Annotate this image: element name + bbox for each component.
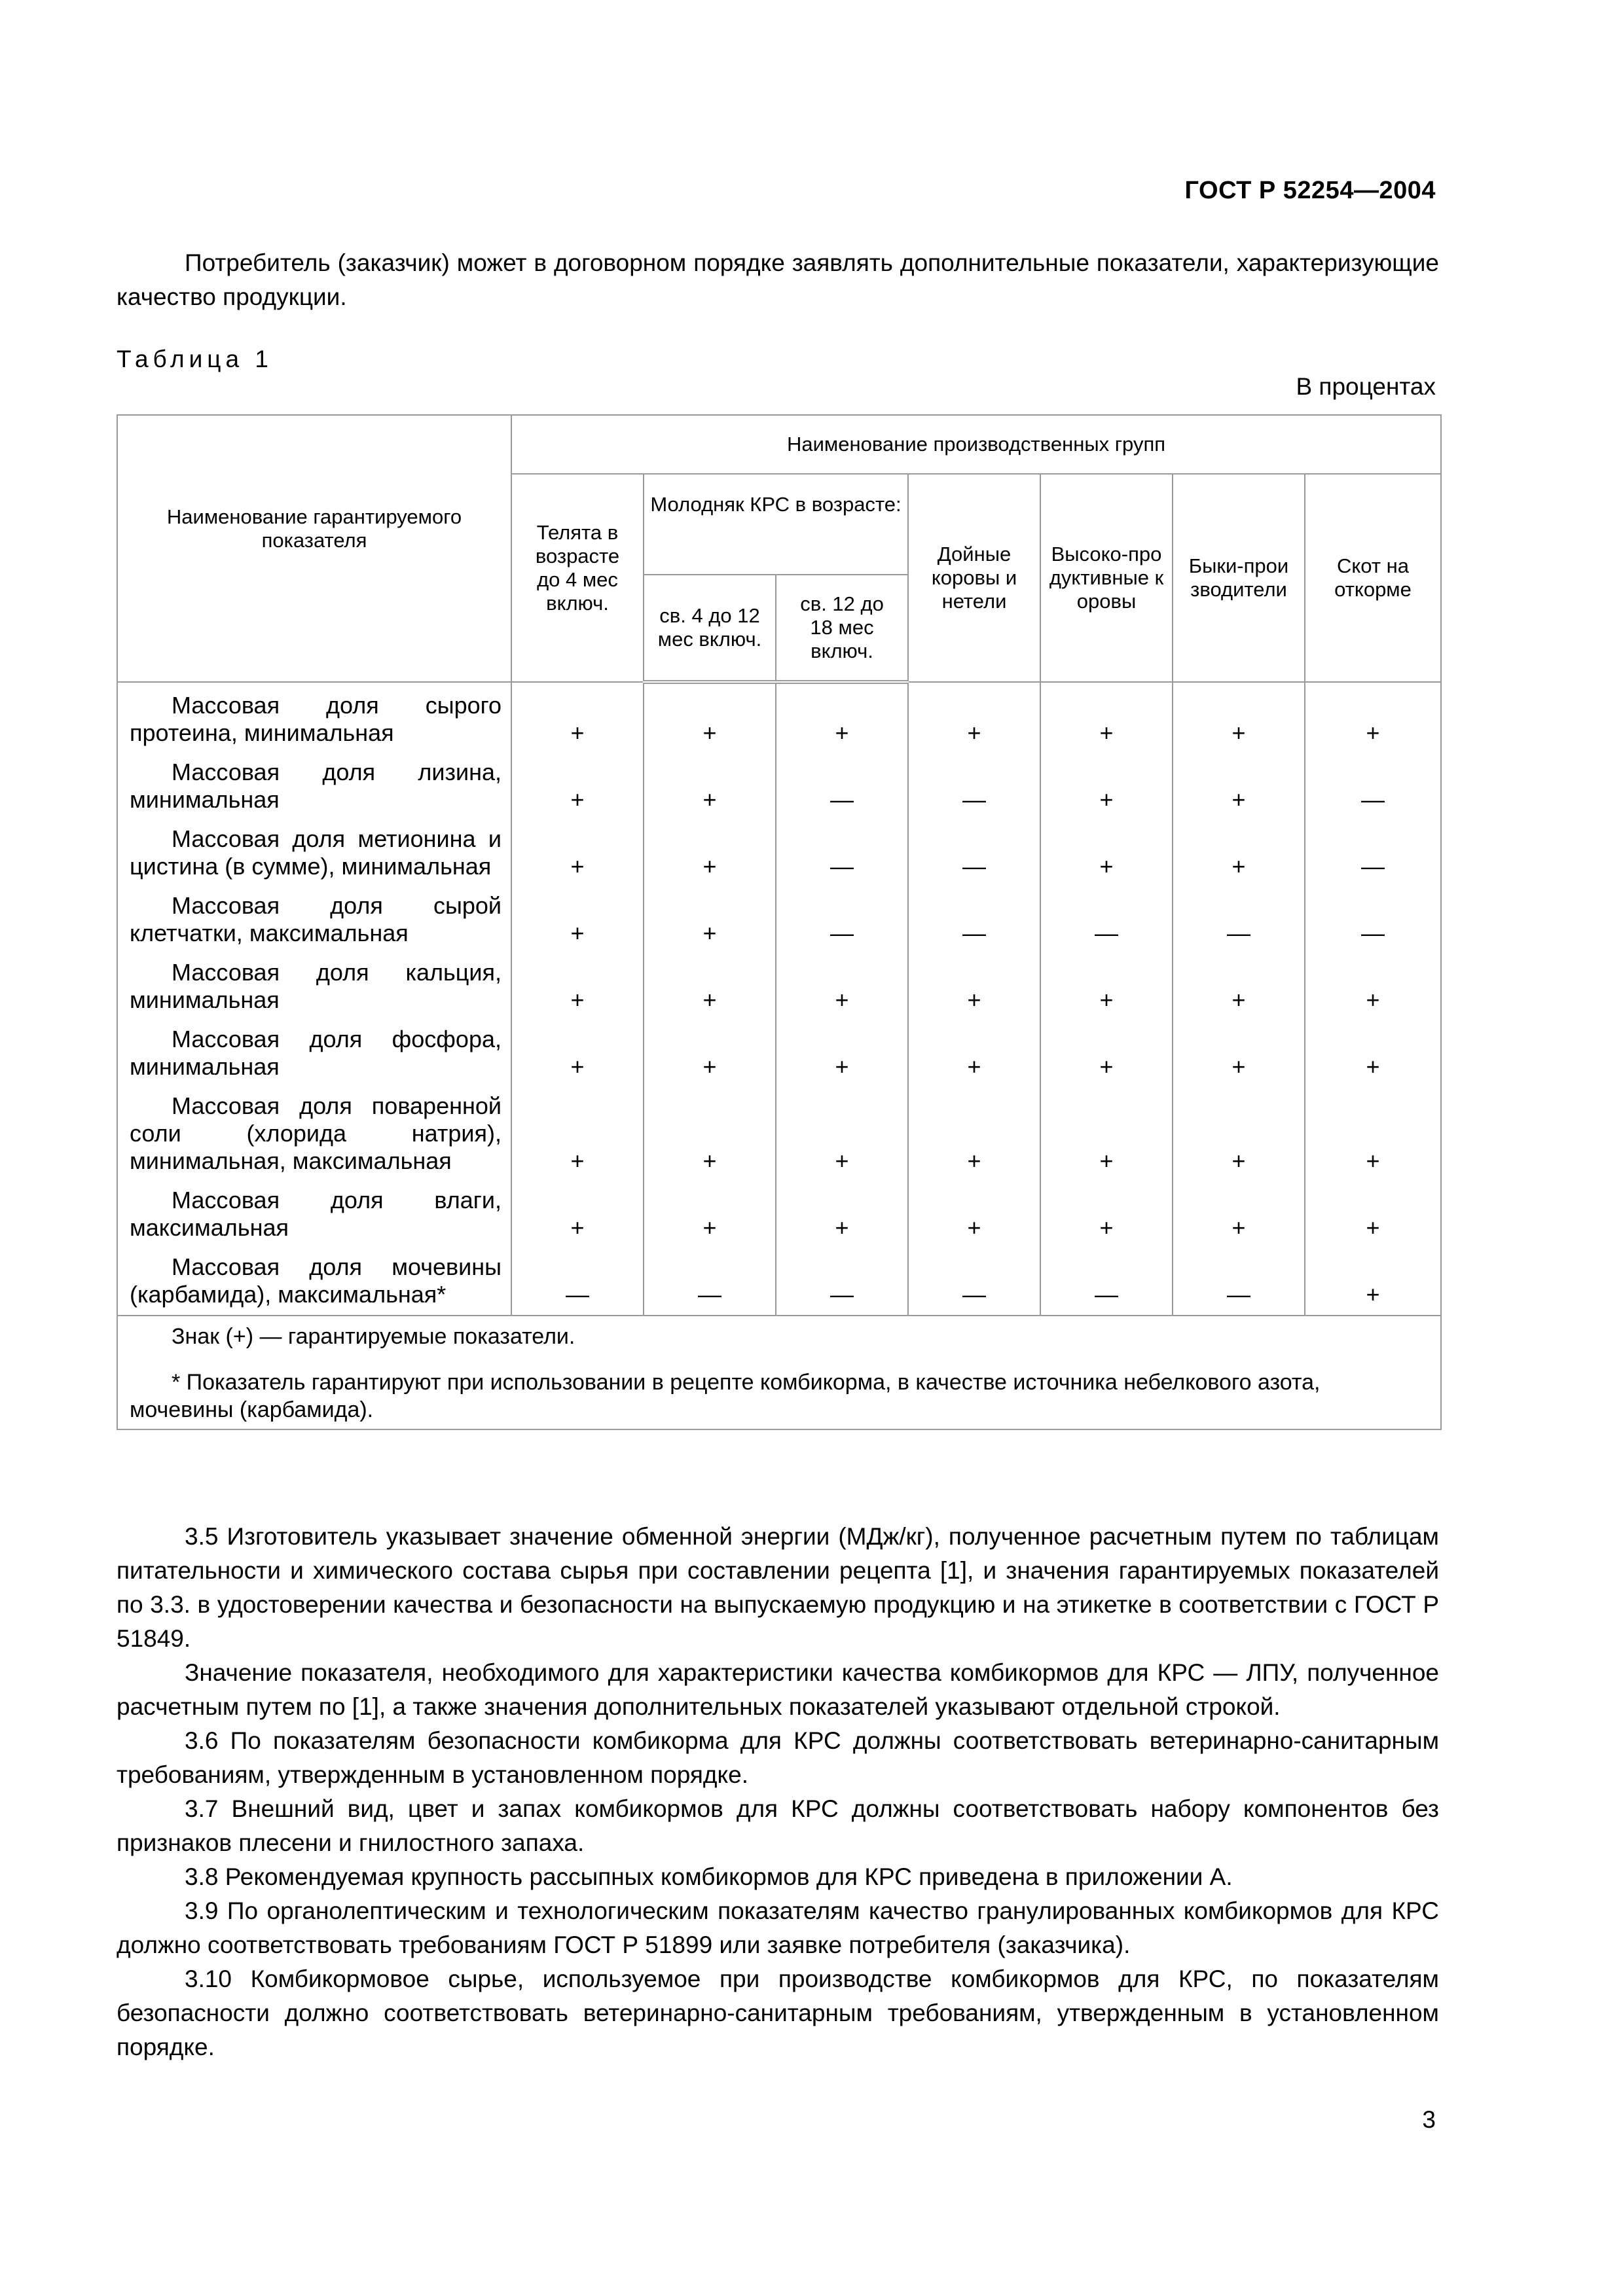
note-asterisk: * Показатель гарантируют при использовании в рецепте комбикорма, в качестве источника небелкового азота, мочевины (карбамида). <box>130 1370 1321 1422</box>
table-row <box>117 1087 1441 1181</box>
table-cell: — <box>511 1248 644 1316</box>
table-cell: + <box>1040 954 1173 1020</box>
table-cell: + <box>511 820 644 887</box>
table-cell: + <box>1040 1087 1173 1181</box>
table-cell: + <box>1173 1020 1305 1087</box>
table-cell: + <box>908 1181 1040 1248</box>
table-cell: + <box>1173 954 1305 1020</box>
indicator-name: Массовая доля мочевины (карбамида), максимальная* <box>117 1248 511 1316</box>
indicator-name-header: Наименование гарантируемого показателя <box>117 415 511 682</box>
table-cell: — <box>776 820 908 887</box>
table-cell: + <box>776 1181 908 1248</box>
young-stock-header: Молодняк КРС в возрасте: <box>644 474 908 575</box>
table-cell: — <box>908 753 1040 820</box>
clause-3-10: 3.10 Комбикормовое сырье, используемое при производстве комбикормов для КРС, по показателям безопасности должно соответствовать ветеринарно-санитарным требованиям, утвержденным в установленном порядке. <box>117 1965 1439 2060</box>
table-cell: + <box>776 1087 908 1181</box>
indicator-name: Массовая доля кальция, минимальная <box>117 954 511 1020</box>
table-cell: + <box>1305 954 1441 1020</box>
clause-3-5: 3.5 Изготовитель указывает значение обменной энергии (МДж/кг), полученное расчетным путем по таблицам питательности и химического состава сырья при составлении рецепта [1], и значения гарантируемых показателей по 3.3. в удостоверении качества и безопасности на выпускаемую продукцию и на этикетке в соответствии с ГОСТ Р 51849. <box>117 1523 1439 1652</box>
table-cell: + <box>1173 753 1305 820</box>
indicator-name: Массовая доля сырой клетчатки, максимальная <box>117 887 511 954</box>
clause-3-6: 3.6 По показателям безопасности комбикорма для КРС должны соответствовать ветеринарно-санитарным требованиям, утвержденным в установленном порядке. <box>117 1727 1439 1788</box>
table-cell: + <box>511 753 644 820</box>
high-yield-cows-header: Высоко-продуктивные коровы <box>1040 474 1173 682</box>
table-cell: — <box>1173 887 1305 954</box>
indicator-name: Массовая доля метионина и цистина (в сумме), минимальная <box>117 820 511 887</box>
table-cell: + <box>776 1020 908 1087</box>
fattening-header: Скот на откорме <box>1305 474 1441 682</box>
indicator-name: Массовая доля фосфора, минимальная <box>117 1020 511 1087</box>
bulls-header: Быки-производители <box>1173 474 1305 682</box>
table-row <box>117 753 1441 820</box>
table-cell: + <box>511 887 644 954</box>
table-unit: В процентах <box>1296 373 1436 400</box>
clauses-section <box>117 1520 1439 2064</box>
table-cell: — <box>776 753 908 820</box>
clause-3-7: 3.7 Внешний вид, цвет и запах комбикормов для КРС должны соответствовать набору компонентов без признаков плесени и гнилостного запаха. <box>117 1795 1439 1856</box>
table-cell: + <box>644 1020 776 1087</box>
indicator-name: Массовая доля влаги, максимальная <box>117 1181 511 1248</box>
table-cell: + <box>644 753 776 820</box>
table-cell: + <box>776 954 908 1020</box>
table-row <box>117 887 1441 954</box>
table-cell: + <box>644 887 776 954</box>
table-cell: + <box>644 1181 776 1248</box>
intro-paragraph <box>117 246 1439 314</box>
table-cell: + <box>1040 1020 1173 1087</box>
table-cell: + <box>1040 1181 1173 1248</box>
table-cell: — <box>1173 1248 1305 1316</box>
requirements-table <box>117 414 1442 1430</box>
table-cell: — <box>908 1248 1040 1316</box>
calves-header: Телята в возрасте до 4 мес включ. <box>511 474 644 682</box>
young-12-18-header: св. 12 до 18 мес включ. <box>776 575 908 682</box>
table-cell: + <box>1173 682 1305 753</box>
table-notes-row <box>117 1316 1441 1429</box>
table-cell: + <box>1040 753 1173 820</box>
table-cell: + <box>1305 1087 1441 1181</box>
table-row <box>117 954 1441 1020</box>
table-cell: — <box>908 887 1040 954</box>
table-cell: + <box>1040 820 1173 887</box>
table-cell: + <box>1173 1087 1305 1181</box>
table-cell: + <box>644 682 776 753</box>
table-cell: + <box>908 1087 1040 1181</box>
table-cell: + <box>1173 1181 1305 1248</box>
table-cell: + <box>908 954 1040 1020</box>
table-caption: Таблица 1 <box>117 346 273 372</box>
table-cell: + <box>1305 682 1441 753</box>
table-row <box>117 1181 1441 1248</box>
table-cell: — <box>1305 820 1441 887</box>
page-number: 3 <box>1422 2106 1436 2133</box>
table-cell: + <box>511 954 644 1020</box>
table-cell: — <box>1305 753 1441 820</box>
document-code-header: ГОСТ Р 52254—2004 <box>1184 177 1436 204</box>
clause-3-9: 3.9 По органолептическим и технологическим показателям качество гранулированных комбикормов для КРС должно соответствовать требованиям ГОСТ Р 51899 или заявке потребителя (заказчика). <box>117 1897 1439 1958</box>
table-row <box>117 1248 1441 1316</box>
table-cell: + <box>1305 1248 1441 1316</box>
table-row <box>117 820 1441 887</box>
table-cell: — <box>1040 887 1173 954</box>
table-cell: — <box>908 820 1040 887</box>
young-4-12-header: св. 4 до 12 мес включ. <box>644 575 776 682</box>
table-row <box>117 1020 1441 1087</box>
table-cell: + <box>644 954 776 1020</box>
table-cell: + <box>1305 1020 1441 1087</box>
dairy-cows-header: Дойные коровы и нетели <box>908 474 1040 682</box>
intro-text: Потребитель (заказчик) может в договорном порядке заявлять дополнительные показатели, характеризующие качество продукции. <box>117 249 1439 310</box>
table-cell: — <box>776 1248 908 1316</box>
note-plus-sign: Знак (+) — гарантируемые показатели. <box>172 1324 575 1349</box>
production-groups-header: Наименование производственных групп <box>511 415 1441 474</box>
table-cell: — <box>644 1248 776 1316</box>
table-cell: — <box>1040 1248 1173 1316</box>
table-cell: + <box>511 682 644 753</box>
table-cell: + <box>644 1087 776 1181</box>
table-cell: + <box>511 1087 644 1181</box>
table-cell: + <box>511 1020 644 1087</box>
table-cell: + <box>1305 1181 1441 1248</box>
table-cell: + <box>1040 682 1173 753</box>
clause-3-8: 3.8 Рекомендуемая крупность рассыпных комбикормов для КРС приведена в приложении А. <box>185 1863 1233 1890</box>
indicator-name: Массовая доля лизина, минимальная <box>117 753 511 820</box>
clause-3-5-continued: Значение показателя, необходимого для характеристики качества комбикормов для КРС — ЛПУ, полученное расчетным путем по [1], а также значения дополнительных показателей указывают отдельной строкой. <box>117 1659 1439 1720</box>
table-cell: + <box>511 1181 644 1248</box>
table-cell: + <box>908 1020 1040 1087</box>
table-cell: + <box>1173 820 1305 887</box>
table-cell: + <box>776 682 908 753</box>
table-cell: — <box>1305 887 1441 954</box>
indicator-name: Массовая доля поваренной соли (хлорида натрия), минимальная, максимальная <box>117 1087 511 1181</box>
table-cell: + <box>908 682 1040 753</box>
indicator-name: Массовая доля сырого протеина, минимальная <box>117 682 511 753</box>
table-notes <box>117 1316 1441 1429</box>
table-cell: — <box>776 887 908 954</box>
table-row <box>117 682 1441 753</box>
table-cell: + <box>644 820 776 887</box>
